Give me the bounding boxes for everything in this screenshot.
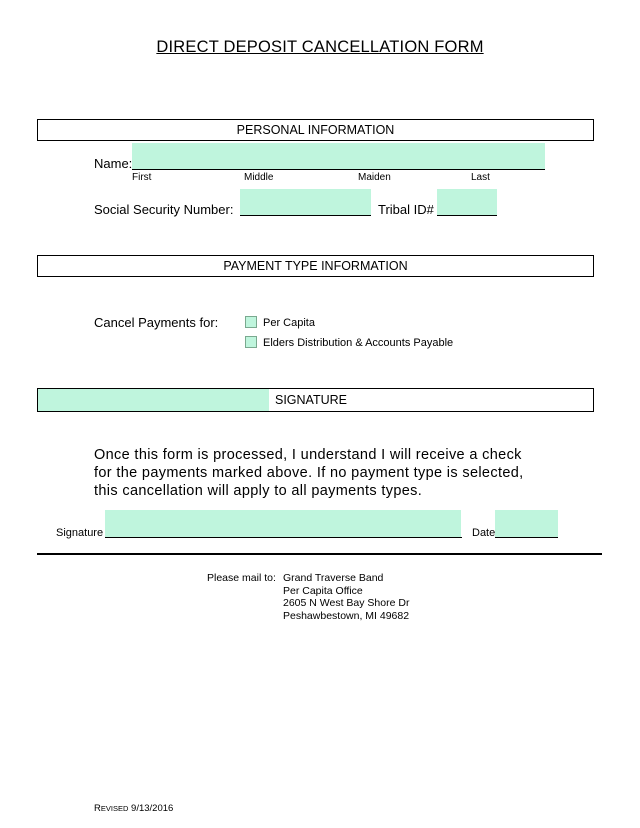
tribal-id-underline [437,215,497,216]
statement-line-1: Once this form is processed, I understand I will receive a check [94,447,522,463]
name-sublabel-middle: Middle [244,172,274,183]
date-underline [495,537,558,538]
signature-header-label: SIGNATURE [275,393,347,407]
date-field[interactable] [495,510,558,538]
date-label: Date [472,527,496,539]
personal-information-header: PERSONAL INFORMATION [37,119,594,141]
name-label: Name: [94,156,133,171]
signature-header-fill [38,389,269,411]
tribal-id-field[interactable] [437,189,497,216]
ssn-underline [240,215,371,216]
revised-date: 9/13/2016 [131,803,174,814]
name-field[interactable] [132,143,545,170]
name-sublabel-last: Last [471,172,490,183]
revised-note [94,803,173,814]
ssn-field[interactable] [240,189,371,216]
tribal-id-label: Tribal ID# [378,202,434,217]
per-capita-label: Per Capita [263,317,315,329]
per-capita-checkbox[interactable] [245,316,257,328]
cancel-payments-label: Cancel Payments for: [94,315,219,330]
address-line-4: Peshawbestown, MI 49682 [283,609,410,622]
name-sublabel-first: First [132,172,152,183]
revised-word-rest: EVISED [100,804,129,813]
statement [94,446,614,500]
statement-line-3: this cancellation will apply to all payments types. [94,483,423,499]
mail-address [283,572,409,622]
signature-header [37,388,594,412]
address-line-3: 2605 N West Bay Shore Dr [283,597,410,609]
elders-distribution-checkbox[interactable] [245,336,257,348]
mail-label: Please mail to: [207,572,276,584]
payment-type-header: PAYMENT TYPE INFORMATION [37,255,594,277]
name-underline [132,169,545,170]
name-sublabel-maiden: Maiden [358,172,391,183]
address-line-2: Per Capita Office [283,584,363,597]
ssn-label: Social Security Number: [94,202,234,217]
elders-distribution-label: Elders Distribution & Accounts Payable [263,337,454,349]
divider [37,553,602,555]
address-line-1: Grand Traverse Band [283,572,384,584]
statement-line-2: for the payments marked above. If no payment type is selected, [94,465,524,481]
page-title: DIRECT DEPOSIT CANCELLATION FORM [156,38,484,56]
signature-field[interactable] [105,510,461,538]
revised-word-initial: R [94,803,101,814]
signature-underline [105,537,462,538]
signature-label: Signature [56,527,104,539]
